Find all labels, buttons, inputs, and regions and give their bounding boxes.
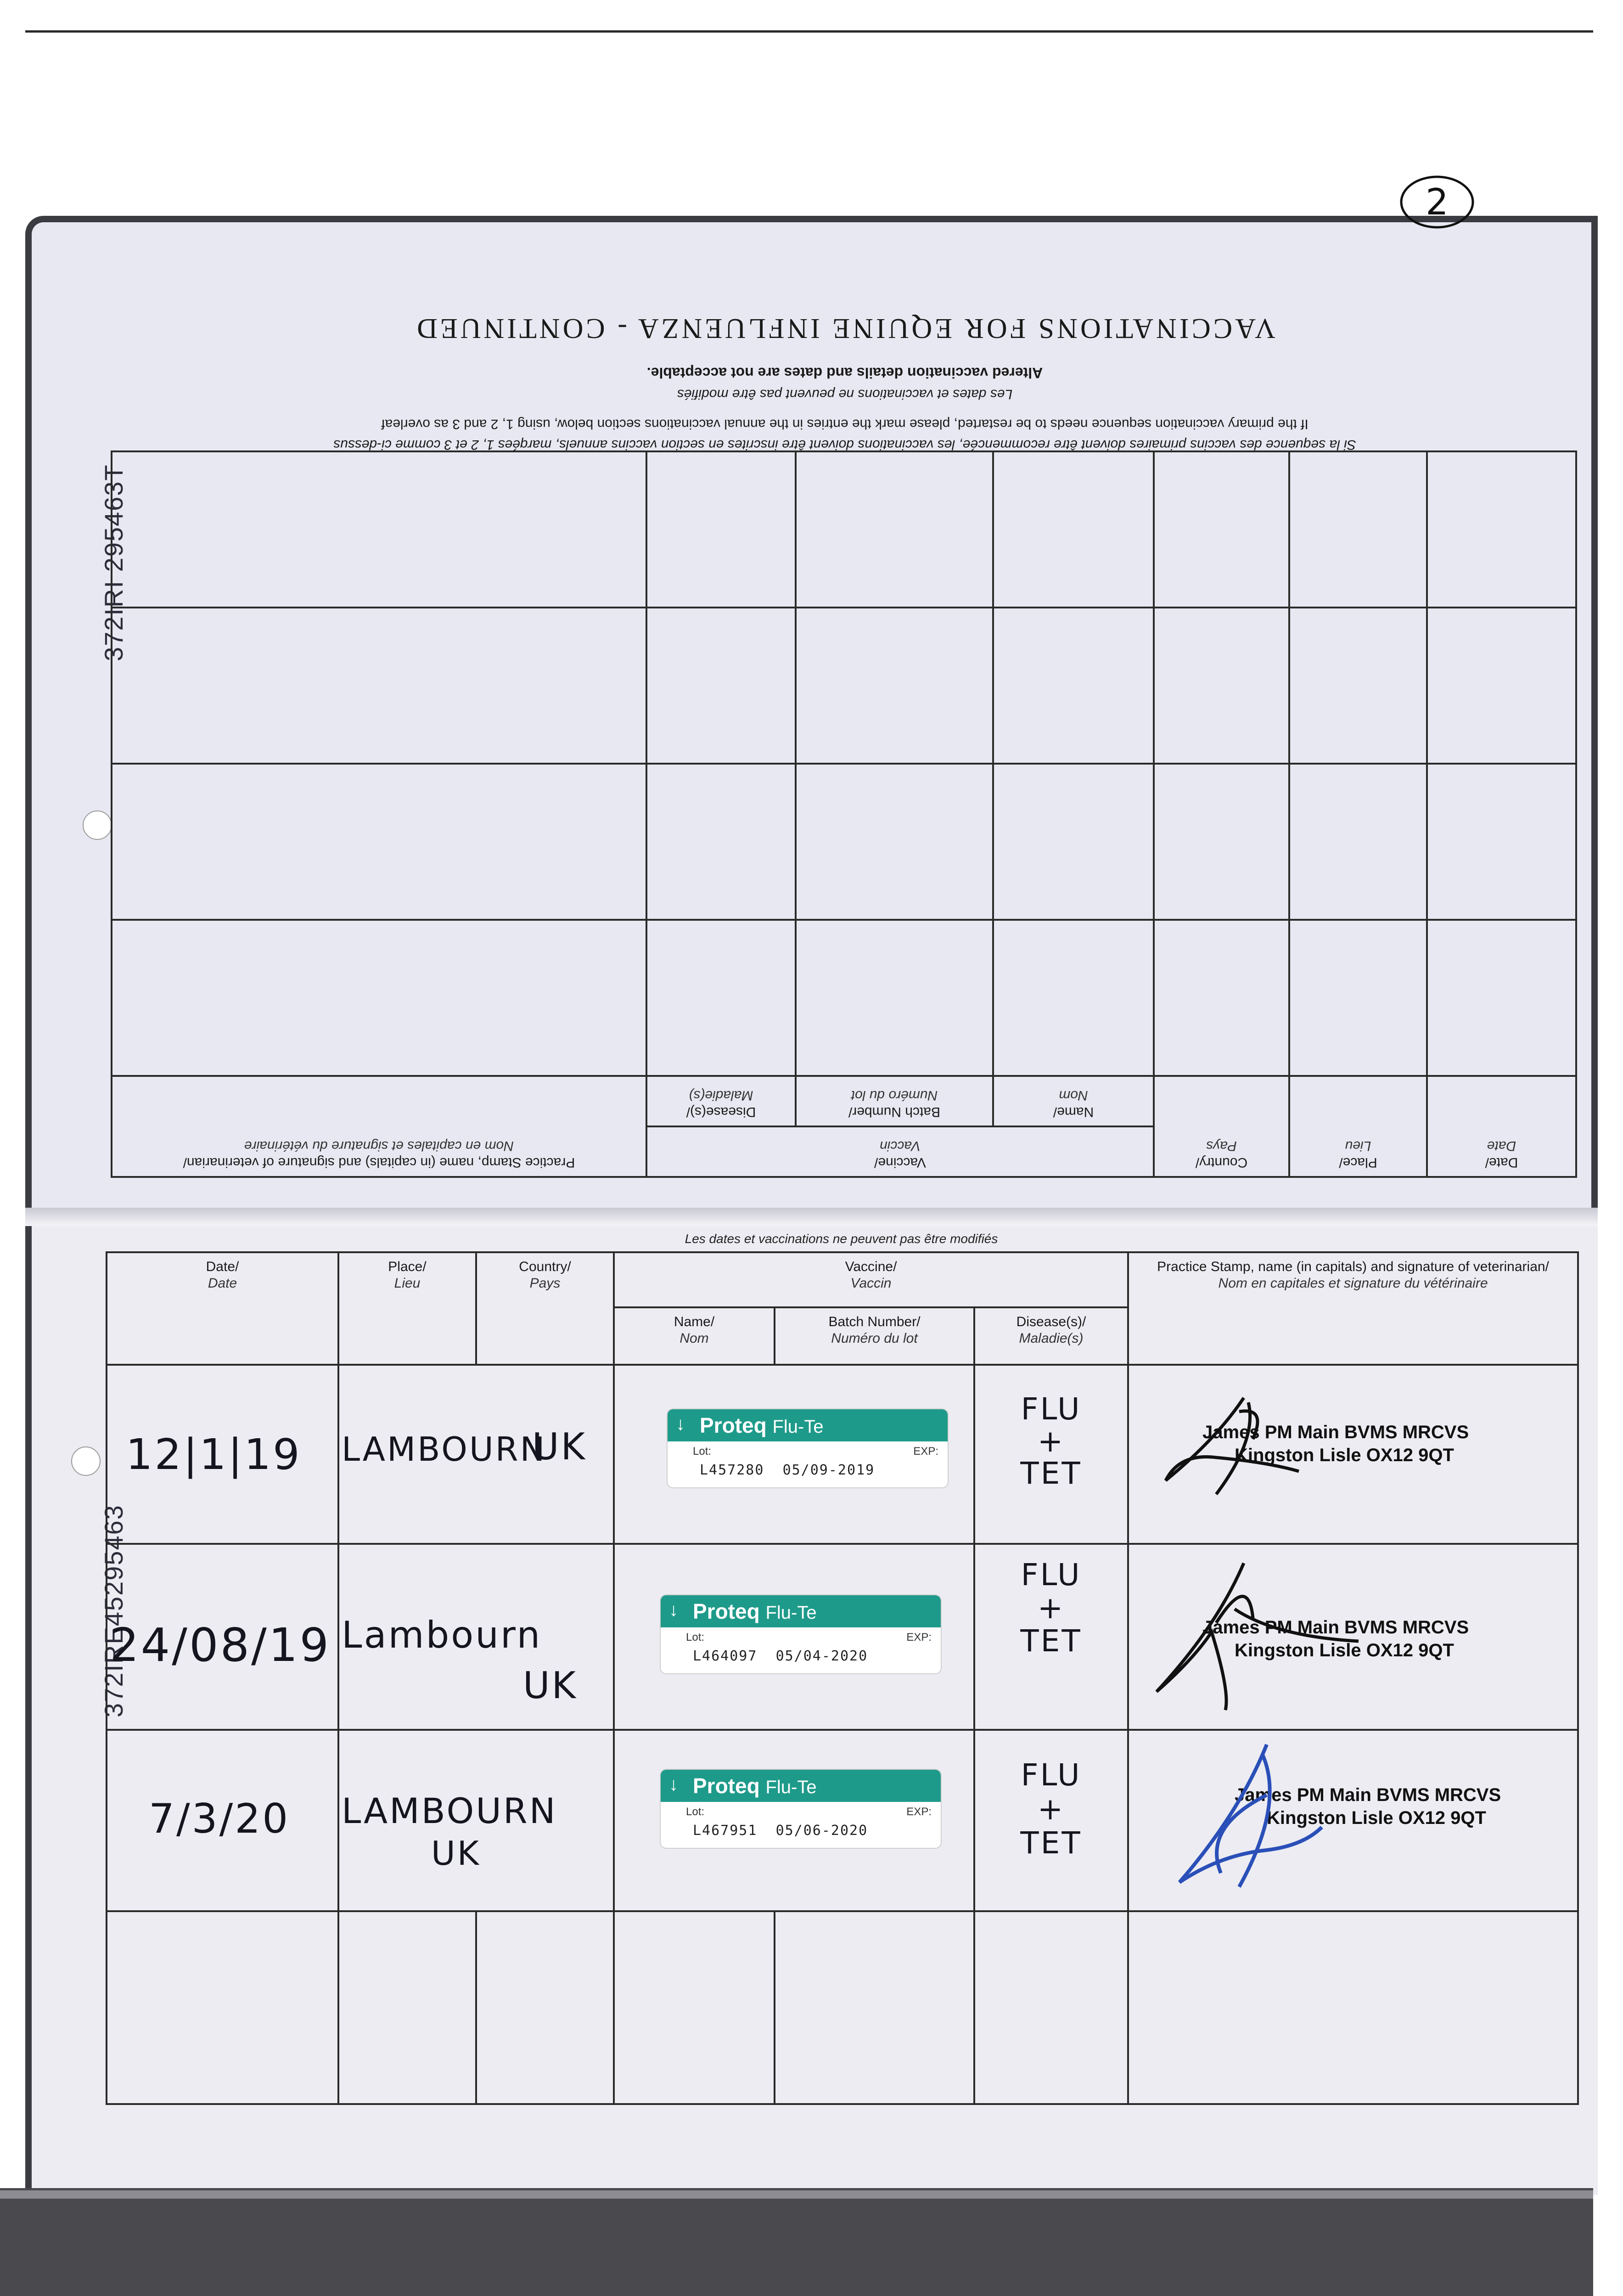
header-date: Date/ Date [1427,1076,1576,1177]
sticker-product: Flu-Te [772,1417,824,1437]
entry-disease: FLU + TET [1020,1757,1082,1861]
passport-serial-upper: 372IRI 295463T [99,464,128,661]
header-batch: Batch Number/ Numéro du lot [796,1076,993,1126]
table-row [112,608,1576,764]
entry-date: 7/3/20 [149,1795,290,1842]
passport-serial-lower: 372IRE45295463 [99,1504,128,1717]
vaccination-entry-2 [107,1544,1578,1730]
header-place: Place/ Lieu [338,1252,476,1365]
section-title: VACCINATIONS FOR EQUINE INFLUENZA - CONTINUED [414,313,1275,344]
header-stamp: Practice Stamp, name (in capitals) and signature of veterinarian/ Nom en capitales et signature du vétérinaire [1128,1252,1578,1365]
header-disease: Disease(s)/ Maladie(s) [974,1307,1128,1365]
spine-overlap-notice: Les dates et vaccinations ne peuvent pas être modifiés [685,1232,998,1246]
table-row [112,764,1576,920]
altered-notice-fr: Les dates et vaccinations ne peuvent pas être modifiés [677,387,1013,402]
table-row [112,451,1576,608]
drop-icon: ↓ [669,1600,678,1620]
vet-signature [1147,1384,1368,1513]
page-number: 2 [1426,182,1449,223]
header-disease: Disease(s)/ Maladie(s) [646,1076,796,1126]
entry-place: LAMBOURN [342,1430,547,1469]
vaccination-entry-1 [107,1365,1578,1544]
vet-stamp: James PM Main BVMS MRCVS Kingston Lisle OX12 9QT [1202,1617,1469,1660]
header-vaccine: Vaccine/ Vaccin [646,1126,1154,1177]
entry-date: 24/08/19 [110,1618,331,1672]
scan-top-edge [25,30,1593,33]
entry-country: UK [523,1664,578,1707]
header-country: Country/ Pays [476,1252,614,1365]
header-name: Name/ Nom [993,1076,1154,1126]
sticker-brand: Proteq [700,1413,767,1437]
header-batch: Batch Number/ Numéro du lot [775,1307,974,1365]
entry-disease: FLU + TET [1020,1391,1082,1491]
sticker-lot-label: Lot: [693,1445,712,1458]
vaccination-entry-3 [107,1730,1578,1911]
restart-instruction: If the primary vaccination sequence needs to be restarted, please mark the entries in the annual vaccinations section below, using 1, 2 and 3 as overleaf [381,416,1309,432]
entry-place: LAMBOURN [342,1790,557,1831]
upper-vaccination-table [111,450,1577,1178]
vaccine-batch-sticker [668,1409,948,1487]
header-country: Country/ Pays [1154,1076,1289,1177]
altered-notice: Altered vaccination details and dates are not acceptable. [646,365,1043,381]
vaccine-batch-sticker: Proteq Flu-Te ↓ Lot: EXP: L464097 05/04-2020 [661,1595,941,1673]
drop-icon: ↓ [676,1414,685,1434]
upper-vaccination-page [106,294,1584,1170]
table-row [112,920,1576,1076]
entry-place: Lambourn [342,1614,542,1656]
vet-signature-blue [1147,1735,1340,1901]
passport-cover-highlight [0,2190,1593,2199]
entry-date: 12|1|19 [126,1430,302,1479]
header-name: Name/ Nom [614,1307,775,1365]
restart-instruction-fr: Si la sequence des vaccins primaires doivent être recommencée, les vaccinations doivent être inscrites en section vaccins annuels, marqées 1, 2 et 3 comme ci-dessus [333,437,1356,452]
table-row [107,1911,1578,2104]
passport-spine [25,1208,1598,1226]
sticker-exp-label: EXP: [913,1445,938,1458]
header-vaccine: Vaccine/ Vaccin [614,1252,1128,1307]
header-place: Place/ Lieu [1289,1076,1427,1177]
header-stamp: Practice Stamp, name (in capitals) and signature of veterinarian/ Nom en capitales et signature du vétérinaire [112,1076,646,1177]
entry-country: UK [431,1834,481,1873]
vaccine-batch-sticker: Proteq Flu-Te ↓ Lot: EXP: L467951 05/06-2020 [661,1770,941,1848]
vet-stamp: James PM Main BVMS MRCVS Kingston Lisle OX12 9QT [1235,1785,1501,1828]
drop-icon: ↓ [669,1774,678,1795]
entry-disease: FLU + TET [1020,1557,1082,1659]
passport-cover-edge [0,2188,1593,2296]
lower-vaccination-table [106,1251,1579,2105]
punch-hole-lower [71,1446,101,1476]
entry-country: UK [532,1425,587,1468]
sticker-lot-exp: L457280 05/09-2019 [700,1462,875,1478]
page-number-circle [1398,172,1476,232]
vet-signature [1138,1554,1377,1719]
vet-stamp: James PM Main BVMS MRCVS Kingston Lisle OX12 9QT [1202,1422,1469,1465]
header-date: Date/ Date [107,1252,338,1365]
